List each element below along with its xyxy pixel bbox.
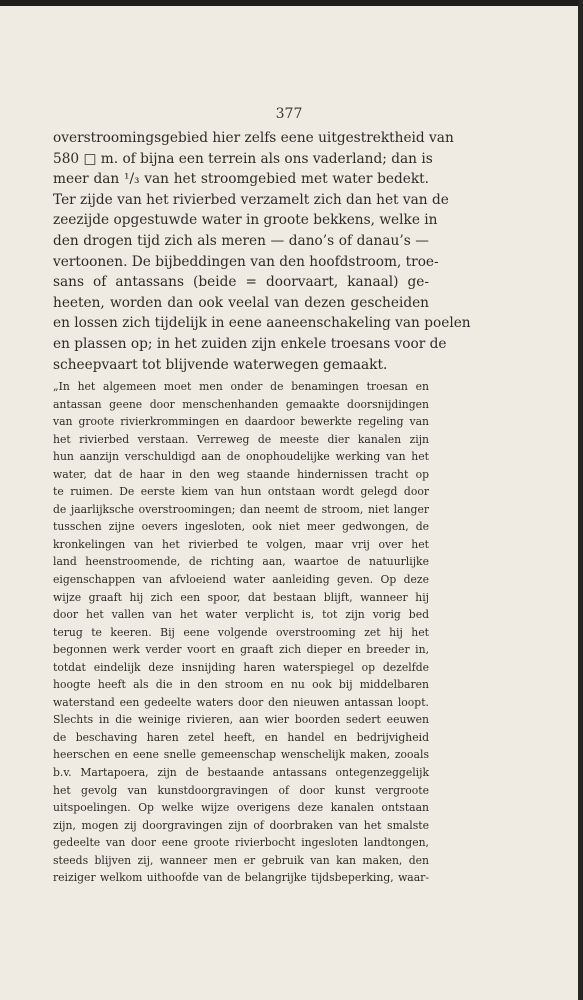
- footnote-line: hoogte heeft als die in den stroom en nu ook bij middelbaren: [53, 678, 429, 692]
- footnote-line: Slechts in die weinige rivieren, aan wier boorden sedert eeuwen: [53, 713, 429, 727]
- footnote-line: de beschaving haren zetel heeft, en handel en bedrijvigheid: [53, 730, 429, 744]
- book-page: [0, 6, 578, 1000]
- main-text: [53, 128, 471, 375]
- footnote-line: te ruimen. De eerste kiem van hun ontstaan wordt gelegd door: [53, 485, 429, 499]
- page-edge: [578, 0, 583, 1000]
- footnote-line: door het vallen van het water verplicht is, tot zijn vorig bed: [53, 608, 429, 622]
- footnote-line: waterstand een gedeelte waters door den nieuwen antassan loopt.: [53, 695, 429, 709]
- text-line: Ter zijde van het rivierbed verzamelt zich dan het van de: [53, 191, 449, 208]
- text-line: meer dan ¹/₃ van het stroomgebied met water bedekt.: [53, 171, 429, 188]
- footnote-line: begonnen werk verder voort en graaft zich dieper en breeder in,: [53, 643, 429, 657]
- footnote-line: gedeelte van door eene groote rivierbocht ingesloten landtongen,: [53, 836, 429, 850]
- footnote-line: hun aanzijn verschuldigd aan de onophoudelijke werking van het: [53, 450, 429, 464]
- footnote-line: heerschen en eene snelle gemeenschap wenschelijk maken, zooals: [53, 748, 429, 762]
- footnote-line: tusschen zijne oevers ingesloten, ook niet meer gedwongen, de: [53, 520, 429, 534]
- text-line: zeezijde opgestuwde water in groote bekkens, welke in: [53, 212, 438, 229]
- text-line: heeten, worden dan ook veelal van dezen gescheiden: [53, 294, 429, 311]
- footnote-line: de jaarlijksche overstroomingen; dan neemt de stroom, niet langer: [53, 502, 429, 516]
- text-line: vertoonen. De bijbeddingen van den hoofdstroom, troe-: [53, 253, 439, 270]
- text-line: en plassen op; in het zuiden zijn enkele troesans voor de: [53, 335, 447, 352]
- footnote-line: antassan geene door menschenhanden gemaakte doorsnijdingen: [53, 397, 429, 411]
- footnote-line: het rivierbed verstaan. Verreweg de meeste dier kanalen zijn: [53, 432, 429, 446]
- footnote-line: „In het algemeen moet men onder de benamingen troesan en: [53, 380, 429, 393]
- footnote-line: land heenstroomende, de richting aan, waartoe de natuurlijke: [53, 555, 429, 569]
- footnote-line: kronkelingen van het rivierbed te volgen, maar vrij over het: [53, 537, 429, 551]
- text-line: sans of antassans (beide = doorvaart, kanaal) ge-: [53, 274, 429, 291]
- page-number: 377: [275, 106, 303, 122]
- footnote-line: eigenschappen van afvloeiend water aanleiding geven. Op deze: [53, 573, 429, 587]
- footnote-line: uitspoelingen. Op welke wijze overigens deze kanalen ontstaan: [53, 801, 429, 815]
- footnote-text: [53, 378, 429, 887]
- footnote-line: water, dat de haar in den weg staande hindernissen tracht op: [53, 467, 429, 481]
- text-line: den drogen tijd zich als meren — dano’s of danau’s —: [53, 232, 429, 249]
- text-line: en lossen zich tijdelijk in eene aaneenschakeling van poelen: [53, 315, 471, 332]
- footnote-line: reiziger welkom uithoofde van de belangrijke tijdsbeperking, waar-: [53, 871, 429, 885]
- footnote-line: b.v. Martapoera, zijn de bestaande antassans ontegenzeggelijk: [53, 766, 429, 780]
- footnote-line: totdat eindelijk deze insnijding haren waterspiegel op dezelfde: [53, 660, 429, 674]
- text-line: overstroomingsgebied hier zelfs eene uitgestrektheid van: [53, 130, 454, 146]
- footnote-line: terug te keeren. Bij eene volgende overstrooming zet hij het: [53, 625, 429, 639]
- footnote-line: van groote rivierkrommingen en daardoor bewerkte regeling van: [53, 415, 429, 429]
- footnote-line: steeds blijven zij, wanneer men er gebruik van kan maken, den: [53, 853, 429, 867]
- footnote-line: het gevolg van kunstdoorgravingen of door kunst vergroote: [53, 783, 429, 797]
- footnote-line: wijze graaft hij zich een spoor, dat bestaan blijft, wanneer hij: [53, 590, 429, 604]
- text-line: scheepvaart tot blijvende waterwegen gemaakt.: [53, 356, 388, 373]
- footnote-line: zijn, mogen zij doorgravingen zijn of doorbraken van het smalste: [53, 818, 429, 832]
- text-line: 580 □ m. of bijna een terrein als ons vaderland; dan is: [53, 150, 433, 167]
